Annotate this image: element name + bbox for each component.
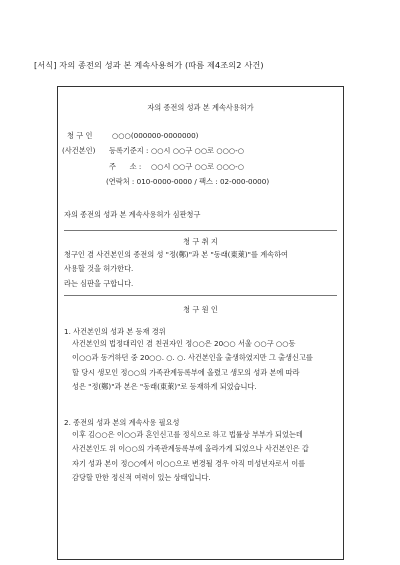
reason-2-line: 사건본인도 위 이○○의 가족관계등록부에 올라가게 되었으나 사건본인은 갑	[72, 444, 309, 454]
document-title: 자의 종전의 성과 본 계속사용허가	[147, 103, 254, 112]
purpose-line: 청구인 겸 사건본인의 종전의 성 "정(鄭)"과 본 "동래(東萊)"를 계속하여	[64, 250, 288, 259]
purpose-paragraph	[64, 248, 288, 291]
petitioner-name: ○○○(000000-0000000)	[112, 131, 199, 140]
reason-1-line: 사건본인의 법정대리인 겸 친권자인 정○○은 20○○ 서울 ○○구 ○○동	[72, 339, 296, 348]
purpose-heading: 청 구 취 지	[183, 237, 218, 246]
reason-1-line: 성은 "정(鄭)"과 본은 "동래(東萊)"로 등재하게 되었습니다.	[72, 382, 257, 392]
reason-2-paragraph	[72, 428, 309, 486]
reason-1-line: 할 당시 생모인 정○○의 가족관계등록부에 올렸고 생모의 성과 본에 따라	[72, 367, 300, 377]
reason-2-title: 2. 종전의 성과 본의 계속사용 필요성	[64, 418, 180, 427]
petitioner-label: 청 구 인	[67, 131, 93, 140]
section-divider	[64, 230, 337, 231]
reason-2-line: 감당할 만한 정신적 여력이 있는 상태입니다.	[72, 473, 211, 483]
section-divider	[64, 295, 337, 296]
address-label: 주 소 :	[109, 162, 142, 171]
reason-1-title: 1. 사건본인의 성과 본 등재 경위	[64, 327, 166, 336]
reason-1-line: 이○○과 동거하던 중 20○○. ○. ○. 사건본인을 출생하였지만 그 출생신고를	[72, 353, 313, 363]
registration-value: ○○시 ○○구 ○○로 ○○○-○	[151, 146, 244, 155]
document-frame	[57, 86, 344, 560]
purpose-line: 사용할 것을 허가한다.	[64, 264, 134, 274]
person-label: (사건본인)	[62, 146, 96, 155]
reason-2-line: 이후 김○○은 이○○과 혼인신고를 정식으로 하고 법률상 부부가 되었는데	[72, 430, 303, 439]
address-value: ○○시 ○○구 ○○로 ○○○-○	[151, 162, 244, 171]
reason-2-line: 자기 성과 본이 정○○에서 이○○으로 변경될 경우 아직 미성년자로서 이를	[72, 458, 306, 468]
registration-label: 등록기준지 :	[109, 146, 149, 155]
petition-subject: 자의 종전의 성과 본 계속사용허가 심판청구	[64, 210, 201, 219]
reason-1-paragraph	[72, 337, 313, 395]
form-caption: [서식] 자의 종전의 성과 본 계속사용허가 (따름 제4조의2 사건)	[34, 60, 264, 70]
contact-info: (연락처 : 010-0000-0000 / 팩스 : 02-000-0000)	[106, 177, 270, 186]
reasons-heading: 청 구 원 인	[183, 305, 218, 314]
purpose-line: 라는 심판을 구합니다.	[64, 278, 134, 288]
